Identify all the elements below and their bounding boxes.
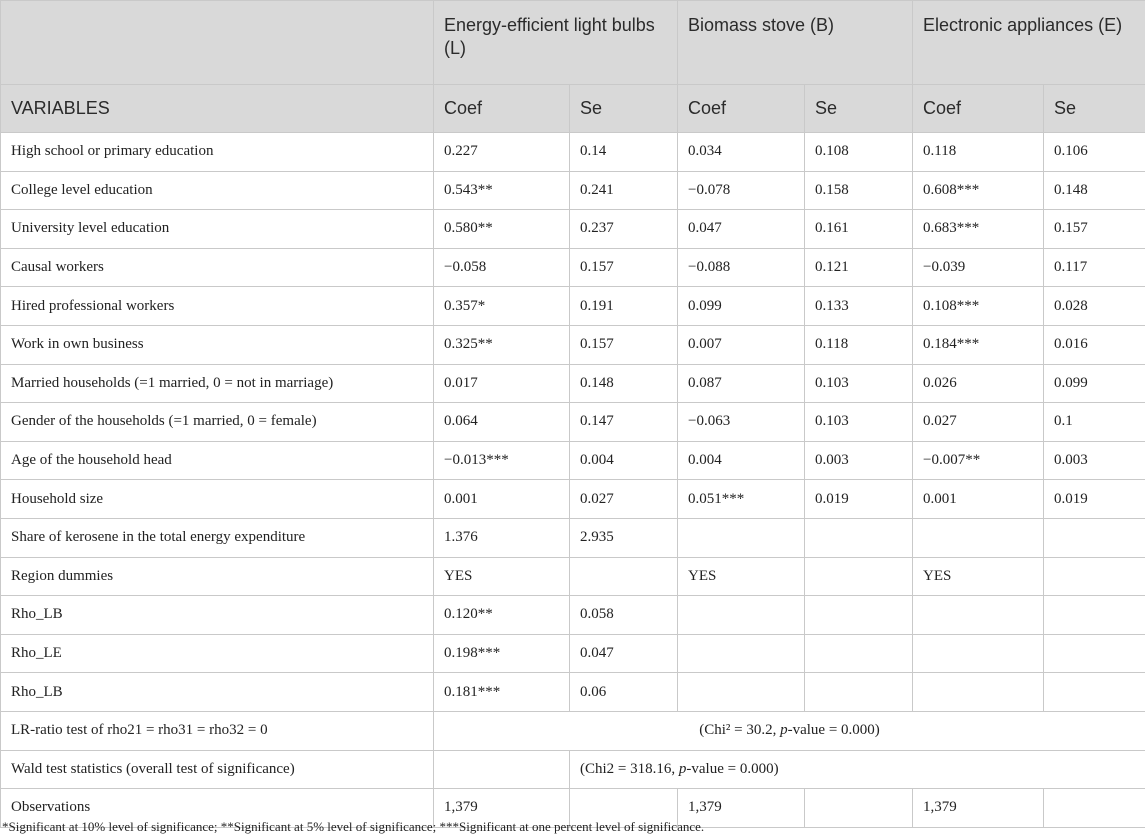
cell-b-coef bbox=[678, 596, 805, 635]
table-row bbox=[1, 518, 1145, 557]
wald-test-prefix: (Chi2 = 318.16, bbox=[580, 760, 679, 777]
cell-l-se: 0.148 bbox=[570, 364, 678, 403]
row-label: University level education bbox=[1, 210, 434, 249]
lr-test-p: p bbox=[780, 722, 788, 739]
cell-e-coef: −0.039 bbox=[913, 248, 1044, 287]
cell-b-se bbox=[805, 518, 913, 557]
cell-l-coef: 0.580** bbox=[434, 210, 570, 249]
cell-e-se: 0.019 bbox=[1044, 480, 1145, 519]
row-label: Household size bbox=[1, 480, 434, 519]
cell-e-coef bbox=[913, 518, 1044, 557]
cell-e-se bbox=[1044, 634, 1145, 673]
cell-b-se: 0.161 bbox=[805, 210, 913, 249]
row-label: Observations bbox=[1, 789, 434, 828]
cell-b-se: 0.103 bbox=[805, 403, 913, 442]
row-label: Gender of the households (=1 married, 0 = female) bbox=[1, 403, 434, 442]
table-row bbox=[1, 480, 1145, 519]
header-coef-B: Coef bbox=[678, 85, 805, 133]
cell-b-coef: 0.099 bbox=[678, 287, 805, 326]
table-row bbox=[1, 634, 1145, 673]
cell-b-coef: −0.063 bbox=[678, 403, 805, 442]
header-light-bulbs: Energy-efficient light bulbs (L) bbox=[434, 1, 678, 85]
row-label: Rho_LB bbox=[1, 673, 434, 712]
observations-E-se-empty bbox=[1044, 789, 1145, 828]
table-row bbox=[1, 133, 1145, 172]
table-row bbox=[1, 287, 1145, 326]
cell-l-coef: −0.058 bbox=[434, 248, 570, 287]
cell-b-se bbox=[805, 596, 913, 635]
cell-e-coef bbox=[913, 634, 1044, 673]
cell-l-se: 0.241 bbox=[570, 171, 678, 210]
observations-L: 1,379 bbox=[434, 789, 570, 828]
cell-b-se bbox=[805, 673, 913, 712]
cell-e-se: 0.099 bbox=[1044, 364, 1145, 403]
cell-b-coef: 0.007 bbox=[678, 325, 805, 364]
cell-e-coef bbox=[913, 596, 1044, 635]
cell-e-coef: −0.007** bbox=[913, 441, 1044, 480]
cell-l-coef: 1.376 bbox=[434, 518, 570, 557]
cell-e-se bbox=[1044, 557, 1145, 596]
cell-b-se bbox=[805, 557, 913, 596]
cell-l-se: 0.058 bbox=[570, 596, 678, 635]
cell-b-coef bbox=[678, 518, 805, 557]
cell-e-se: 0.148 bbox=[1044, 171, 1145, 210]
cell-e-coef: 0.026 bbox=[913, 364, 1044, 403]
cell-e-se: 0.003 bbox=[1044, 441, 1145, 480]
table-row bbox=[1, 364, 1145, 403]
observations-E: 1,379 bbox=[913, 789, 1044, 828]
cell-l-coef: 0.198*** bbox=[434, 634, 570, 673]
cell-l-se: 0.047 bbox=[570, 634, 678, 673]
cell-b-coef bbox=[678, 634, 805, 673]
cell-e-se: 0.117 bbox=[1044, 248, 1145, 287]
cell-l-coef: 0.181*** bbox=[434, 673, 570, 712]
row-label: Married households (=1 married, 0 = not in marriage) bbox=[1, 364, 434, 403]
cell-e-se bbox=[1044, 673, 1145, 712]
cell-b-se: 0.133 bbox=[805, 287, 913, 326]
cell-e-coef: 0.184*** bbox=[913, 325, 1044, 364]
cell-b-coef: −0.078 bbox=[678, 171, 805, 210]
header-subcolumn-row bbox=[1, 85, 1145, 133]
table-footnote: *Significant at 10% level of significance; **Significant at 5% level of significance; ***Significant at one percent level of significance. bbox=[2, 819, 705, 834]
table-row bbox=[1, 557, 1145, 596]
cell-l-se: 0.157 bbox=[570, 248, 678, 287]
row-label: Rho_LB bbox=[1, 596, 434, 635]
wald-test-p: p bbox=[678, 760, 687, 777]
table-row bbox=[1, 596, 1145, 635]
cell-e-coef: 0.108*** bbox=[913, 287, 1044, 326]
cell-b-se: 0.121 bbox=[805, 248, 913, 287]
table-row bbox=[1, 441, 1145, 480]
cell-b-se: 0.158 bbox=[805, 171, 913, 210]
header-electronic-appliances: Electronic appliances (E) bbox=[913, 1, 1145, 85]
cell-e-coef: 0.683*** bbox=[913, 210, 1044, 249]
cell-b-se: 0.019 bbox=[805, 480, 913, 519]
row-label: High school or primary education bbox=[1, 133, 434, 172]
row-label: Rho_LE bbox=[1, 634, 434, 673]
cell-b-coef: 0.051*** bbox=[678, 480, 805, 519]
cell-b-coef: 0.004 bbox=[678, 441, 805, 480]
header-coef-E: Coef bbox=[913, 85, 1044, 133]
cell-e-coef: 0.608*** bbox=[913, 171, 1044, 210]
cell-l-se: 0.237 bbox=[570, 210, 678, 249]
cell-l-se bbox=[570, 557, 678, 596]
lr-test-value bbox=[434, 711, 1145, 750]
table-row bbox=[1, 210, 1145, 249]
cell-l-se: 0.157 bbox=[570, 325, 678, 364]
header-biomass-stove: Biomass stove (B) bbox=[678, 1, 913, 85]
cell-l-se: 0.027 bbox=[570, 480, 678, 519]
cell-b-coef bbox=[678, 673, 805, 712]
cell-l-se: 0.191 bbox=[570, 287, 678, 326]
cell-l-coef: 0.120** bbox=[434, 596, 570, 635]
cell-b-coef: YES bbox=[678, 557, 805, 596]
cell-e-se: 0.016 bbox=[1044, 325, 1145, 364]
row-label: Causal workers bbox=[1, 248, 434, 287]
cell-e-se bbox=[1044, 596, 1145, 635]
wald-test-suffix: -value = 0.000) bbox=[686, 760, 779, 777]
header-variables: VARIABLES bbox=[1, 85, 434, 133]
table-row bbox=[1, 673, 1145, 712]
lr-test-prefix: (Chi² = 30.2, bbox=[699, 722, 781, 739]
cell-e-se: 0.028 bbox=[1044, 287, 1145, 326]
lr-test-suffix: -value = 0.000) bbox=[787, 722, 880, 739]
cell-l-coef: 0.357* bbox=[434, 287, 570, 326]
table-row bbox=[1, 403, 1145, 442]
cell-l-coef: 0.064 bbox=[434, 403, 570, 442]
cell-e-coef bbox=[913, 673, 1044, 712]
cell-b-coef: 0.034 bbox=[678, 133, 805, 172]
row-label: Hired professional workers bbox=[1, 287, 434, 326]
table-row-wald-test bbox=[1, 750, 1145, 789]
cell-e-se: 0.1 bbox=[1044, 403, 1145, 442]
table-header bbox=[1, 1, 1145, 133]
header-se-E: Se bbox=[1044, 85, 1145, 133]
table-body bbox=[1, 133, 1145, 828]
cell-l-coef: −0.013*** bbox=[434, 441, 570, 480]
cell-b-se: 0.103 bbox=[805, 364, 913, 403]
row-label: College level education bbox=[1, 171, 434, 210]
header-se-B: Se bbox=[805, 85, 913, 133]
row-label: Share of kerosene in the total energy expenditure bbox=[1, 518, 434, 557]
cell-e-coef: 0.001 bbox=[913, 480, 1044, 519]
table-row-lr-test bbox=[1, 711, 1145, 750]
cell-b-se: 0.108 bbox=[805, 133, 913, 172]
table-row bbox=[1, 325, 1145, 364]
cell-b-coef: 0.047 bbox=[678, 210, 805, 249]
table-row bbox=[1, 248, 1145, 287]
cell-l-coef: 0.325** bbox=[434, 325, 570, 364]
cell-l-coef: 0.017 bbox=[434, 364, 570, 403]
cell-l-coef: 0.227 bbox=[434, 133, 570, 172]
header-empty-cell bbox=[1, 1, 434, 85]
row-label: Wald test statistics (overall test of significance) bbox=[1, 750, 434, 789]
cell-l-se: 0.004 bbox=[570, 441, 678, 480]
cell-l-se: 0.147 bbox=[570, 403, 678, 442]
cell-e-coef: 0.027 bbox=[913, 403, 1044, 442]
cell-l-se: 0.14 bbox=[570, 133, 678, 172]
row-label: LR-ratio test of rho21 = rho31 = rho32 = 0 bbox=[1, 711, 434, 750]
cell-b-se bbox=[805, 634, 913, 673]
row-label: Age of the household head bbox=[1, 441, 434, 480]
cell-e-se: 0.106 bbox=[1044, 133, 1145, 172]
cell-b-coef: −0.088 bbox=[678, 248, 805, 287]
cell-e-se: 0.157 bbox=[1044, 210, 1145, 249]
cell-b-se: 0.003 bbox=[805, 441, 913, 480]
wald-empty-cell bbox=[434, 750, 570, 789]
cell-e-coef: YES bbox=[913, 557, 1044, 596]
cell-b-se: 0.118 bbox=[805, 325, 913, 364]
observations-B-se-empty bbox=[805, 789, 913, 828]
cell-l-coef: 0.001 bbox=[434, 480, 570, 519]
cell-l-se: 2.935 bbox=[570, 518, 678, 557]
cell-l-se: 0.06 bbox=[570, 673, 678, 712]
cell-e-se bbox=[1044, 518, 1145, 557]
cell-l-coef: 0.543** bbox=[434, 171, 570, 210]
wald-test-value bbox=[570, 750, 1145, 789]
cell-b-coef: 0.087 bbox=[678, 364, 805, 403]
observations-B: 1,379 bbox=[678, 789, 805, 828]
table-row bbox=[1, 171, 1145, 210]
row-label: Work in own business bbox=[1, 325, 434, 364]
header-se-L: Se bbox=[570, 85, 678, 133]
cell-l-coef: YES bbox=[434, 557, 570, 596]
cell-e-coef: 0.118 bbox=[913, 133, 1044, 172]
header-group-row bbox=[1, 1, 1145, 85]
row-label: Region dummies bbox=[1, 557, 434, 596]
header-coef-L: Coef bbox=[434, 85, 570, 133]
